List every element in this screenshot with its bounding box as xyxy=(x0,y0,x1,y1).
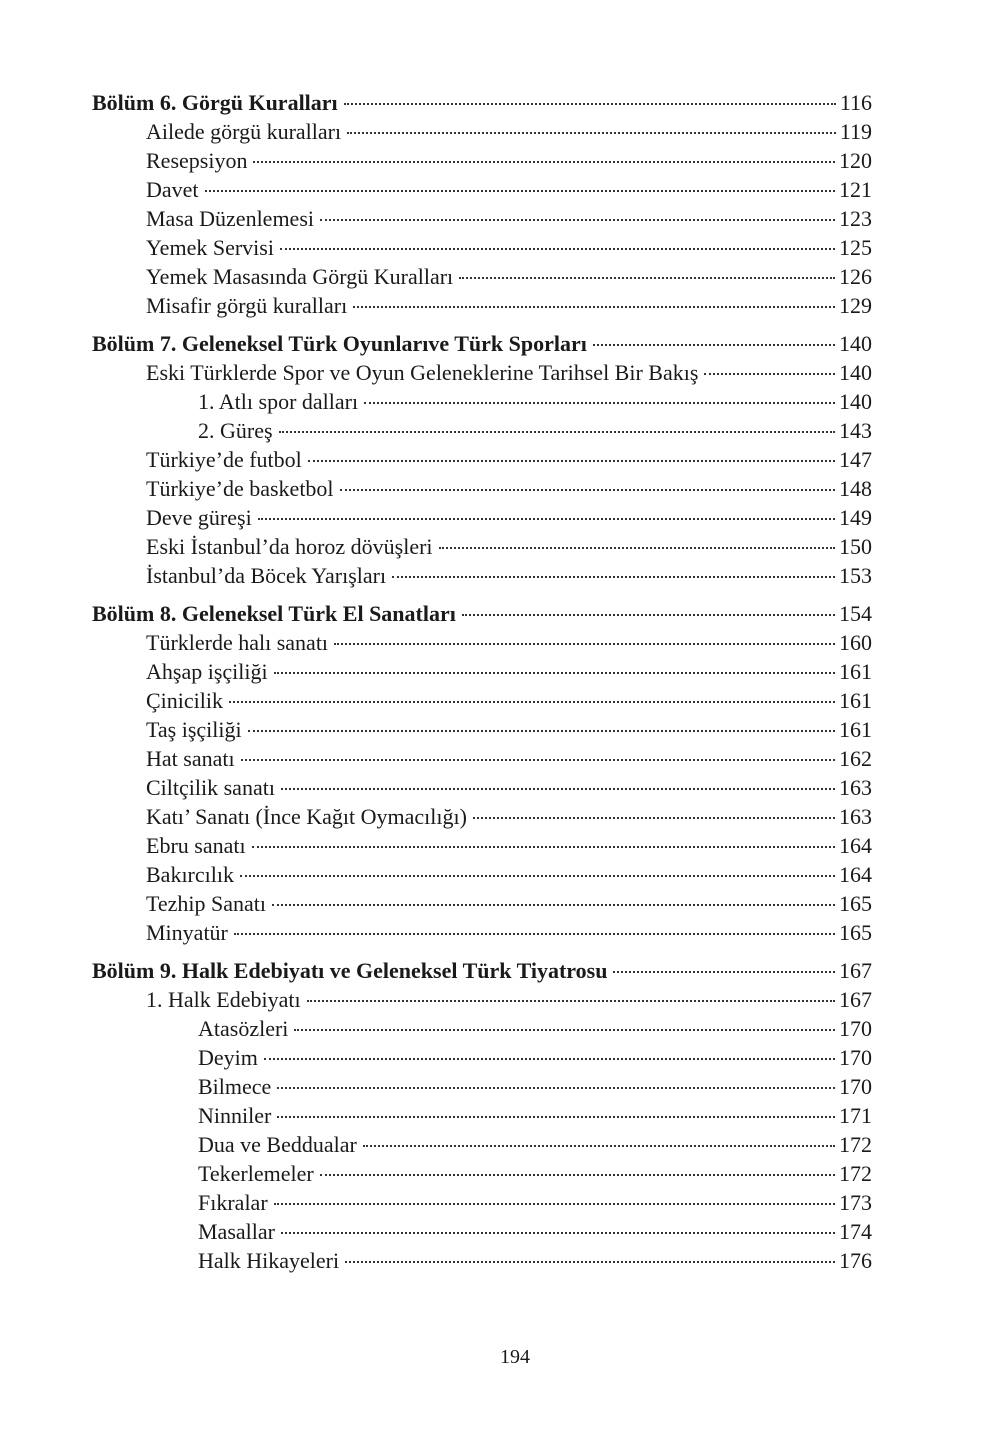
toc-entry-page: 164 xyxy=(839,833,872,858)
toc-entry-title: Halk Hikayeleri xyxy=(198,1248,340,1273)
dot-leader xyxy=(277,1087,835,1089)
toc-entry-page: 160 xyxy=(839,630,872,655)
toc-entry-page: 173 xyxy=(839,1190,872,1215)
toc-entry-title: 1. Atlı spor dalları xyxy=(198,389,359,414)
dot-leader xyxy=(277,1116,835,1118)
toc-entry-chapter xyxy=(92,88,872,117)
toc-entry xyxy=(92,1217,872,1246)
table-of-contents xyxy=(92,88,872,1275)
toc-entry xyxy=(92,1014,872,1043)
toc-entry xyxy=(92,686,872,715)
toc-entry-title: Minyatür xyxy=(146,920,228,945)
dot-leader xyxy=(347,132,836,134)
toc-entry-title: Türkiye’de basketbol xyxy=(146,476,334,501)
page-number: 194 xyxy=(500,1346,530,1368)
toc-entry xyxy=(92,1072,872,1101)
toc-entry-page: 172 xyxy=(839,1161,872,1186)
dot-leader xyxy=(363,1145,835,1147)
toc-entry-page: 170 xyxy=(839,1016,872,1041)
toc-entry-page: 165 xyxy=(839,891,872,916)
toc-entry xyxy=(92,474,872,503)
toc-entry xyxy=(92,503,872,532)
toc-entry-title: Çinicilik xyxy=(146,688,223,713)
toc-entry xyxy=(92,416,872,445)
toc-entry-title: Tekerlemeler xyxy=(198,1161,314,1186)
toc-entry-page: 170 xyxy=(839,1074,872,1099)
dot-leader xyxy=(252,846,835,848)
toc-entry-page: 161 xyxy=(839,717,872,742)
toc-entry-title: Fıkralar xyxy=(198,1190,268,1215)
toc-entry xyxy=(92,291,872,320)
toc-entry xyxy=(92,204,872,233)
toc-entry xyxy=(92,358,872,387)
dot-leader xyxy=(274,1203,835,1205)
toc-entry xyxy=(92,1101,872,1130)
dot-leader xyxy=(205,190,835,192)
toc-entry xyxy=(92,657,872,686)
toc-entry xyxy=(92,831,872,860)
toc-entry-title: 2. Güreş xyxy=(198,418,273,443)
dot-leader xyxy=(258,518,835,520)
toc-entry-page: 161 xyxy=(839,688,872,713)
toc-entry-title: Eski İstanbul’da horoz dövüşleri xyxy=(146,534,433,559)
toc-entry xyxy=(92,744,872,773)
dot-leader xyxy=(281,1232,835,1234)
dot-leader xyxy=(459,277,835,279)
toc-entry-page: 126 xyxy=(839,264,872,289)
toc-entry xyxy=(92,387,872,416)
toc-entry xyxy=(92,1188,872,1217)
dot-leader xyxy=(462,614,835,616)
toc-entry xyxy=(92,1246,872,1275)
toc-entry-page: 125 xyxy=(839,235,872,260)
toc-entry xyxy=(92,1159,872,1188)
toc-entry-page: 161 xyxy=(839,659,872,684)
toc-entry xyxy=(92,1130,872,1159)
toc-entry-page: 164 xyxy=(839,862,872,887)
toc-entry-page: 174 xyxy=(839,1219,872,1244)
toc-entry-title: Bilmece xyxy=(198,1074,272,1099)
toc-entry-title: Taş işçiliği xyxy=(146,717,242,742)
dot-leader xyxy=(613,971,835,973)
toc-entry-title: Katı’ Sanatı (İnce Kağıt Oymacılığı) xyxy=(146,804,467,829)
toc-entry-title: Dua ve Beddualar xyxy=(198,1132,357,1157)
toc-entry-title: Misafir görgü kuralları xyxy=(146,293,348,318)
toc-entry-page: 172 xyxy=(839,1132,872,1157)
dot-leader xyxy=(280,248,835,250)
dot-leader xyxy=(274,672,835,674)
dot-leader xyxy=(229,701,835,703)
dot-leader xyxy=(334,643,835,645)
toc-entry-page: 143 xyxy=(839,418,872,443)
toc-entry-title: Deve güreşi xyxy=(146,505,252,530)
toc-entry-chapter xyxy=(92,956,872,985)
toc-entry xyxy=(92,117,872,146)
dot-leader xyxy=(234,933,835,935)
dot-leader xyxy=(704,373,835,375)
dot-leader xyxy=(364,402,835,404)
toc-entry-chapter xyxy=(92,599,872,628)
dot-leader xyxy=(240,875,835,877)
dot-leader xyxy=(593,344,835,346)
toc-entry-page: 170 xyxy=(839,1045,872,1070)
dot-leader xyxy=(473,817,835,819)
toc-entry-title: Ninniler xyxy=(198,1103,272,1128)
toc-entry-page: 140 xyxy=(839,360,872,385)
toc-entry xyxy=(92,918,872,947)
toc-entry-page: 176 xyxy=(839,1248,872,1273)
dot-leader xyxy=(281,788,835,790)
toc-entry xyxy=(92,146,872,175)
toc-entry-title: Ebru sanatı xyxy=(146,833,246,858)
toc-entry xyxy=(92,860,872,889)
toc-entry-page: 129 xyxy=(839,293,872,318)
toc-entry xyxy=(92,802,872,831)
toc-entry-title: Hat sanatı xyxy=(146,746,235,771)
toc-entry-title: Yemek Masasında Görgü Kuralları xyxy=(146,264,454,289)
toc-entry-title: Bölüm 9. Halk Edebiyatı ve Geleneksel Türk Tiyatrosu xyxy=(92,958,608,983)
toc-entry-title: Resepsiyon xyxy=(146,148,248,173)
toc-entry xyxy=(92,445,872,474)
toc-entry xyxy=(92,1043,872,1072)
toc-entry-title: Deyim xyxy=(198,1045,258,1070)
dot-leader xyxy=(279,431,835,433)
toc-entry-title: Bakırcılık xyxy=(146,862,234,887)
dot-leader xyxy=(439,547,835,549)
toc-entry-page: 148 xyxy=(839,476,872,501)
toc-entry-page: 149 xyxy=(839,505,872,530)
toc-entry-title: Tezhip Sanatı xyxy=(146,891,267,916)
dot-leader xyxy=(320,219,835,221)
dot-leader xyxy=(264,1058,835,1060)
dot-leader xyxy=(392,576,835,578)
toc-entry-title: Eski Türklerde Spor ve Oyun Geleneklerine Tarihsel Bir Bakış xyxy=(146,360,699,385)
toc-entry-page: 140 xyxy=(839,331,872,356)
toc-entry-title: Ailede görgü kuralları xyxy=(146,119,342,144)
toc-entry xyxy=(92,561,872,590)
toc-entry xyxy=(92,175,872,204)
dot-leader xyxy=(307,1000,835,1002)
toc-entry-page: 120 xyxy=(839,148,872,173)
toc-entry-page: 165 xyxy=(839,920,872,945)
toc-entry-title: 1. Halk Edebiyatı xyxy=(146,987,301,1012)
toc-entry xyxy=(92,262,872,291)
toc-entry-chapter xyxy=(92,329,872,358)
toc-entry-page: 123 xyxy=(839,206,872,231)
toc-entry-title: Bölüm 7. Geleneksel Türk Oyunlarıve Türk Sporları xyxy=(92,331,587,356)
toc-entry-title: Türklerde halı sanatı xyxy=(146,630,329,655)
toc-entry-page: 153 xyxy=(839,563,872,588)
toc-entry xyxy=(92,985,872,1014)
toc-entry-title: Türkiye’de futbol xyxy=(146,447,302,472)
toc-entry-page: 163 xyxy=(839,804,872,829)
toc-entry-title: Atasözleri xyxy=(198,1016,289,1041)
dot-leader xyxy=(308,460,835,462)
toc-entry-page: 119 xyxy=(839,119,872,144)
dot-leader xyxy=(340,489,835,491)
toc-entry-page: 140 xyxy=(839,389,872,414)
toc-entry-page: 121 xyxy=(839,177,872,202)
toc-entry xyxy=(92,773,872,802)
dot-leader xyxy=(294,1029,835,1031)
toc-entry-page: 147 xyxy=(839,447,872,472)
toc-entry-title: Bölüm 6. Görgü Kuralları xyxy=(92,90,338,115)
toc-entry-page: 167 xyxy=(839,958,872,983)
toc-entry-title: Ahşap işçiliği xyxy=(146,659,268,684)
toc-entry-page: 163 xyxy=(839,775,872,800)
toc-entry xyxy=(92,889,872,918)
toc-entry-page: 167 xyxy=(839,987,872,1012)
dot-leader xyxy=(353,306,835,308)
toc-entry-title: Ciltçilik sanatı xyxy=(146,775,275,800)
toc-entry-title: Bölüm 8. Geleneksel Türk El Sanatları xyxy=(92,601,456,626)
dot-leader xyxy=(345,1261,835,1263)
dot-leader xyxy=(248,730,835,732)
dot-leader xyxy=(253,161,835,163)
toc-entry xyxy=(92,532,872,561)
toc-entry-title: İstanbul’da Böcek Yarışları xyxy=(146,563,387,588)
toc-entry-title: Masallar xyxy=(198,1219,275,1244)
dot-leader xyxy=(344,103,836,105)
toc-entry-page: 150 xyxy=(839,534,872,559)
toc-entry xyxy=(92,715,872,744)
toc-entry-title: Masa Düzenlemesi xyxy=(146,206,314,231)
toc-entry-title: Yemek Servisi xyxy=(146,235,274,260)
toc-entry-title: Davet xyxy=(146,177,199,202)
toc-entry xyxy=(92,233,872,262)
dot-leader xyxy=(241,759,835,761)
toc-entry-page: 162 xyxy=(839,746,872,771)
toc-entry xyxy=(92,628,872,657)
toc-entry-page: 154 xyxy=(839,601,872,626)
dot-leader xyxy=(272,904,835,906)
dot-leader xyxy=(320,1174,835,1176)
toc-entry-page: 171 xyxy=(839,1103,872,1128)
toc-entry-page: 116 xyxy=(839,90,872,115)
